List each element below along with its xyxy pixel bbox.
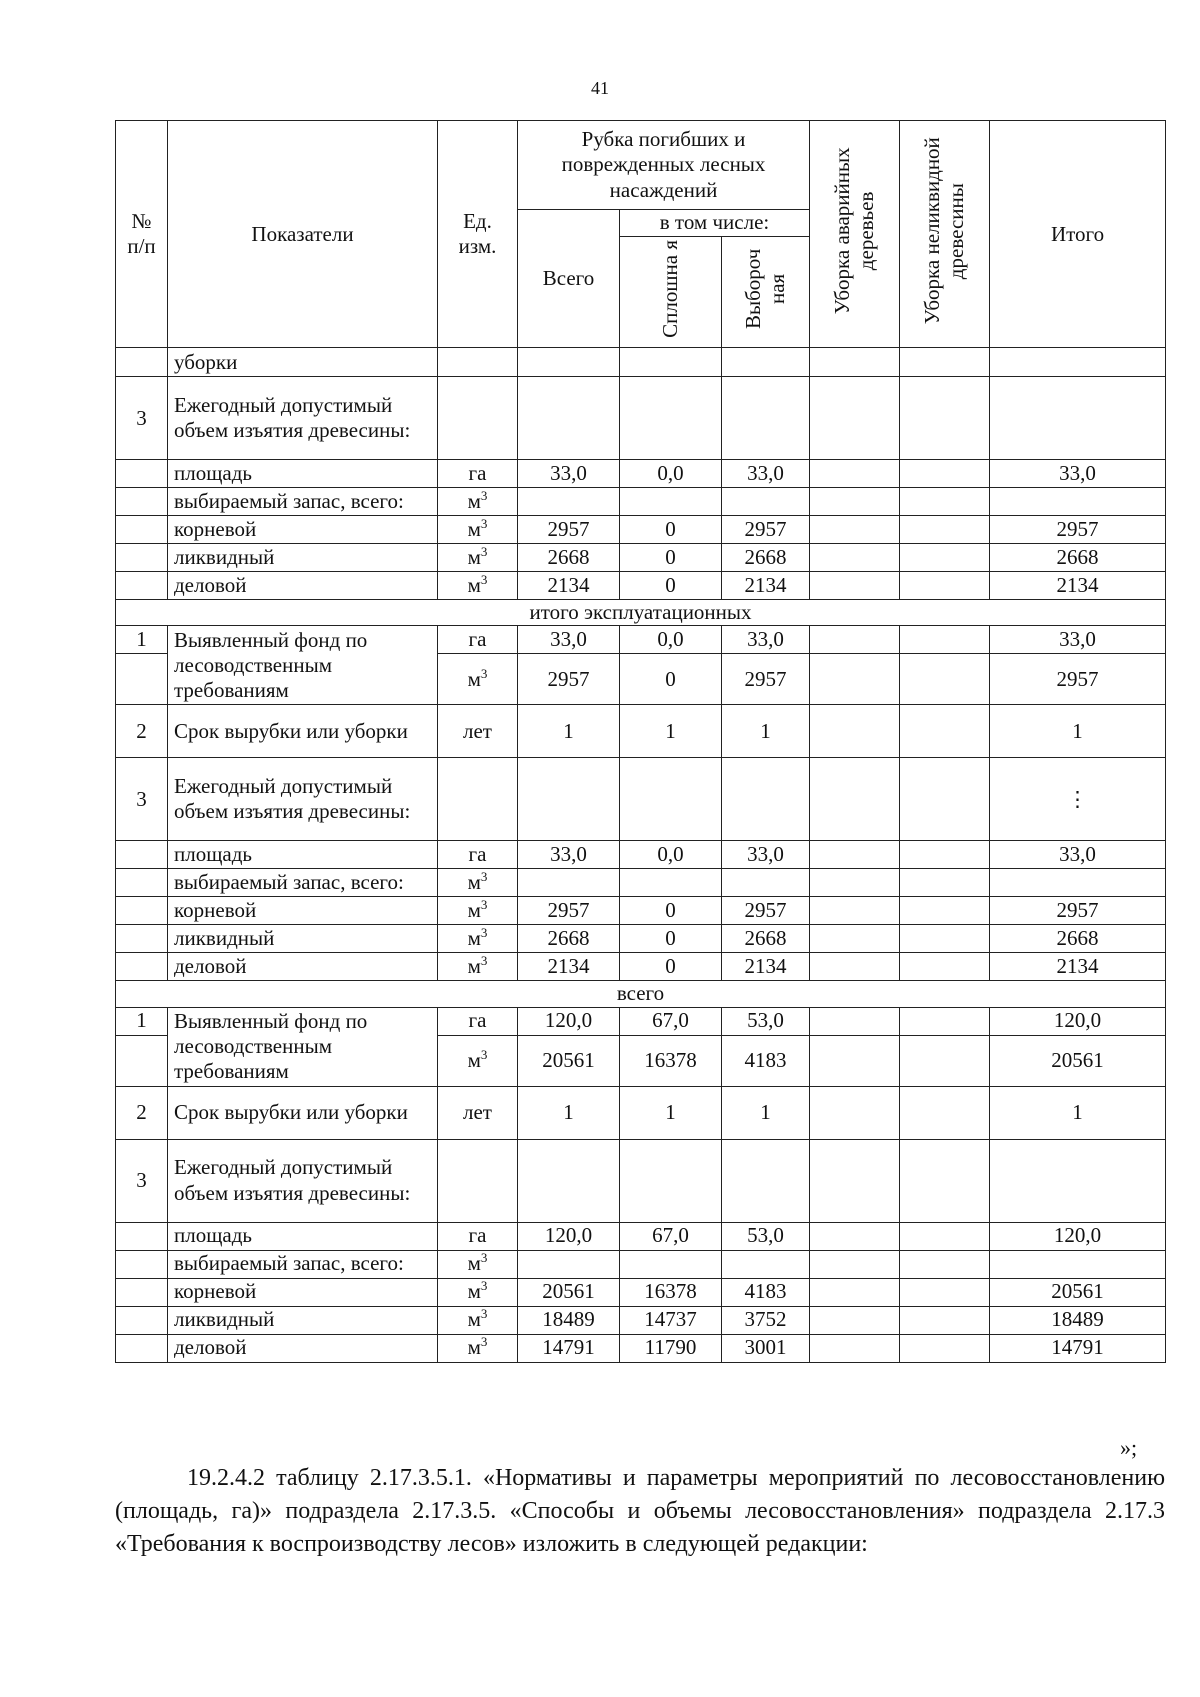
table-row bbox=[116, 1222, 1166, 1250]
table-row bbox=[116, 626, 1166, 654]
cell-all: 18489 bbox=[518, 1306, 620, 1334]
cell-total: 1 bbox=[990, 705, 1166, 758]
row-label: площадь bbox=[168, 841, 438, 869]
unit-sup: 3 bbox=[480, 516, 488, 532]
cell-total: 18489 bbox=[990, 1306, 1166, 1334]
cell-total: 120,0 bbox=[990, 1222, 1166, 1250]
cell-all: 2957 bbox=[518, 516, 620, 544]
cell-all: 2134 bbox=[518, 953, 620, 981]
section-row bbox=[116, 981, 1166, 1007]
forest-felling-table bbox=[115, 120, 1166, 1363]
table-row bbox=[116, 1250, 1166, 1278]
table-row bbox=[116, 925, 1166, 953]
row-unit: га bbox=[438, 841, 518, 869]
cell-total: 2134 bbox=[990, 572, 1166, 600]
cell-all: 14791 bbox=[518, 1334, 620, 1362]
cell-all: 20561 bbox=[518, 1035, 620, 1086]
table-row bbox=[116, 572, 1166, 600]
unit-sup: 3 bbox=[480, 544, 488, 560]
row-unit bbox=[438, 953, 518, 981]
row-unit bbox=[438, 488, 518, 516]
table-row bbox=[116, 869, 1166, 897]
cell-all: 1 bbox=[518, 705, 620, 758]
cell-selective: 2957 bbox=[722, 897, 810, 925]
unit-base: м bbox=[467, 1335, 481, 1360]
body-paragraph: 19.2.4.2 таблицу 2.17.3.5.1. «Нормативы и параметры мероприятий по лесовосстановлению (площадь, га)» подраздела 2.17.3.5. «Способы и объемы лесовосстановления» подраздела 2.17.3 «Требования к воспроизводству лесов» изложить в следующей редакции: bbox=[115, 1465, 1165, 1558]
header-solid-text: Сплошна я bbox=[658, 240, 683, 338]
table-row bbox=[116, 460, 1166, 488]
cell-selective: 2668 bbox=[722, 925, 810, 953]
header-selective-text: Выбороч ная bbox=[741, 248, 790, 330]
row-label: корневой bbox=[168, 516, 438, 544]
row-label: выбираемый запас, всего: bbox=[168, 488, 438, 516]
unit-sup: 3 bbox=[480, 1306, 488, 1322]
row-label: ликвидный bbox=[168, 925, 438, 953]
cell-solid: 0 bbox=[620, 572, 722, 600]
cell-all: 20561 bbox=[518, 1278, 620, 1306]
unit-sup: 3 bbox=[480, 925, 488, 941]
closing-quote: »; bbox=[1120, 1435, 1138, 1460]
row-num: 2 bbox=[116, 705, 168, 758]
table-row bbox=[116, 1334, 1166, 1362]
cell-solid: 0 bbox=[620, 925, 722, 953]
row-label: Выявленный фонд по лесоводственным требованиям bbox=[168, 626, 438, 705]
row-unit bbox=[438, 1334, 518, 1362]
row-num: 3 bbox=[116, 377, 168, 460]
table-row bbox=[116, 758, 1166, 841]
unit-sup: 3 bbox=[480, 953, 488, 969]
cell-selective: 4183 bbox=[722, 1278, 810, 1306]
unit-base: м bbox=[467, 573, 481, 598]
row-num: 3 bbox=[116, 1139, 168, 1222]
unit-base: м bbox=[467, 1047, 481, 1072]
cell-all: 33,0 bbox=[518, 626, 620, 654]
table-row bbox=[116, 516, 1166, 544]
row-label: Выявленный фонд по лесоводственным требованиям bbox=[168, 1007, 438, 1086]
table-row bbox=[116, 348, 1166, 377]
header-num: № п/п bbox=[116, 121, 168, 348]
row-label: площадь bbox=[168, 1222, 438, 1250]
cell-selective: 53,0 bbox=[722, 1007, 810, 1035]
cell-total: 2668 bbox=[990, 544, 1166, 572]
row-label: ликвидный bbox=[168, 544, 438, 572]
cell-solid: 1 bbox=[620, 1086, 722, 1139]
cell-all: 33,0 bbox=[518, 841, 620, 869]
unit-base: м bbox=[467, 1279, 481, 1304]
cell-solid: 0 bbox=[620, 544, 722, 572]
cell-total: 14791 bbox=[990, 1334, 1166, 1362]
cell-solid: 16378 bbox=[620, 1278, 722, 1306]
row-num: 2 bbox=[116, 1086, 168, 1139]
cell-all: 2134 bbox=[518, 572, 620, 600]
unit-sup: 3 bbox=[480, 1278, 488, 1294]
cell-total: 33,0 bbox=[990, 841, 1166, 869]
cell-all: 120,0 bbox=[518, 1007, 620, 1035]
row-label: корневой bbox=[168, 1278, 438, 1306]
row-label: выбираемый запас, всего: bbox=[168, 869, 438, 897]
unit-sup: 3 bbox=[480, 897, 488, 913]
row-label: Ежегодный допустимый объем изъятия древесины: bbox=[168, 377, 438, 460]
cell-all: 1 bbox=[518, 1086, 620, 1139]
row-unit bbox=[438, 1278, 518, 1306]
cell-selective: 33,0 bbox=[722, 841, 810, 869]
row-num: 1 bbox=[116, 626, 168, 654]
unit-sup: 3 bbox=[480, 572, 488, 588]
unit-sup: 3 bbox=[480, 869, 488, 885]
cell-total: 20561 bbox=[990, 1278, 1166, 1306]
row-unit: га bbox=[438, 1222, 518, 1250]
row-unit bbox=[438, 925, 518, 953]
header-unit: Ед. изм. bbox=[438, 121, 518, 348]
cell-selective: 2957 bbox=[722, 516, 810, 544]
cell-solid: 67,0 bbox=[620, 1222, 722, 1250]
cell-total: 2668 bbox=[990, 925, 1166, 953]
cell-selective: 33,0 bbox=[722, 460, 810, 488]
cell-total: 33,0 bbox=[990, 460, 1166, 488]
row-label: деловой bbox=[168, 953, 438, 981]
cell-total: 2957 bbox=[990, 654, 1166, 705]
header-row-1 bbox=[116, 121, 1166, 210]
unit-sup: 3 bbox=[480, 665, 488, 681]
cell-all: 2668 bbox=[518, 544, 620, 572]
row-unit bbox=[438, 654, 518, 705]
cell-all: 2957 bbox=[518, 897, 620, 925]
cell-total: 33,0 bbox=[990, 626, 1166, 654]
cell-solid: 0 bbox=[620, 654, 722, 705]
unit-base: м bbox=[467, 545, 481, 570]
cell-solid: 0,0 bbox=[620, 841, 722, 869]
header-total-all: Всего bbox=[518, 210, 620, 348]
row-unit bbox=[438, 516, 518, 544]
row-unit: га bbox=[438, 626, 518, 654]
table-row bbox=[116, 377, 1166, 460]
header-solid bbox=[620, 237, 722, 348]
row-unit: лет bbox=[438, 1086, 518, 1139]
row-unit bbox=[438, 572, 518, 600]
table-row bbox=[116, 1139, 1166, 1222]
header-emergency-text: Уборка аварийных деревьев bbox=[830, 147, 879, 315]
row-unit: га bbox=[438, 460, 518, 488]
row-unit bbox=[438, 869, 518, 897]
cell-solid: 0 bbox=[620, 516, 722, 544]
table-row bbox=[116, 1007, 1166, 1035]
row-num: 1 bbox=[116, 1007, 168, 1035]
row-unit bbox=[438, 544, 518, 572]
row-label: Ежегодный допустимый объем изъятия древесины: bbox=[168, 758, 438, 841]
unit-sup: 3 bbox=[480, 488, 488, 504]
cell-selective: 2668 bbox=[722, 544, 810, 572]
table-row bbox=[116, 953, 1166, 981]
table-row bbox=[116, 1306, 1166, 1334]
header-selective bbox=[722, 237, 810, 348]
cell-selective: 3001 bbox=[722, 1334, 810, 1362]
unit-sup: 3 bbox=[480, 1046, 488, 1062]
row-label: Срок вырубки или уборки bbox=[168, 705, 438, 758]
table-row bbox=[116, 897, 1166, 925]
cell-selective: 3752 bbox=[722, 1306, 810, 1334]
header-group: Рубка погибших и поврежденных лесных насаждений bbox=[518, 121, 810, 210]
cell-total: 2957 bbox=[990, 516, 1166, 544]
table-row bbox=[116, 1086, 1166, 1139]
unit-base: м bbox=[467, 898, 481, 923]
row-label: ликвидный bbox=[168, 1306, 438, 1334]
header-emergency bbox=[810, 121, 900, 348]
cell-solid: 67,0 bbox=[620, 1007, 722, 1035]
header-including: в том числе: bbox=[620, 210, 810, 237]
cell-solid: 16378 bbox=[620, 1035, 722, 1086]
cell-solid: 0 bbox=[620, 953, 722, 981]
cell-solid: 11790 bbox=[620, 1334, 722, 1362]
cell-selective: 53,0 bbox=[722, 1222, 810, 1250]
row-label: деловой bbox=[168, 572, 438, 600]
cell-selective: 33,0 bbox=[722, 626, 810, 654]
cell-selective: 1 bbox=[722, 1086, 810, 1139]
table-row bbox=[116, 1278, 1166, 1306]
row-num: 3 bbox=[116, 758, 168, 841]
unit-sup: 3 bbox=[480, 1334, 488, 1350]
unit-base: м bbox=[467, 517, 481, 542]
row-unit: га bbox=[438, 1007, 518, 1035]
row-unit bbox=[438, 1306, 518, 1334]
cell-solid: 1 bbox=[620, 705, 722, 758]
table-row bbox=[116, 841, 1166, 869]
cell-selective: 1 bbox=[722, 705, 810, 758]
unit-base: м bbox=[467, 489, 481, 514]
row-label: площадь bbox=[168, 460, 438, 488]
cell-all: 120,0 bbox=[518, 1222, 620, 1250]
row-label: Срок вырубки или уборки bbox=[168, 1086, 438, 1139]
cell-all: 33,0 bbox=[518, 460, 620, 488]
row-label: корневой bbox=[168, 897, 438, 925]
cell-selective: 2134 bbox=[722, 953, 810, 981]
row-unit: лет bbox=[438, 705, 518, 758]
cell-total: 20561 bbox=[990, 1035, 1166, 1086]
unit-sup: 3 bbox=[480, 1250, 488, 1266]
cell-all: 2957 bbox=[518, 654, 620, 705]
section-title: итого эксплуатационных bbox=[116, 600, 1166, 626]
row-unit bbox=[438, 1250, 518, 1278]
header-illiquid-text: Уборка неликвидной древесины bbox=[920, 137, 969, 325]
row-label: выбираемый запас, всего: bbox=[168, 1250, 438, 1278]
unit-base: м bbox=[467, 926, 481, 951]
cell-solid: 0,0 bbox=[620, 626, 722, 654]
unit-base: м bbox=[467, 870, 481, 895]
cell-selective: 2134 bbox=[722, 572, 810, 600]
cell-total: 1 bbox=[990, 1086, 1166, 1139]
section-title: всего bbox=[116, 981, 1166, 1007]
table-row bbox=[116, 488, 1166, 516]
unit-base: м bbox=[467, 1307, 481, 1332]
cell-selective: 2957 bbox=[722, 654, 810, 705]
row-label: деловой bbox=[168, 1334, 438, 1362]
row-label: Ежегодный допустимый объем изъятия древесины: bbox=[168, 1139, 438, 1222]
cell-total: 2134 bbox=[990, 953, 1166, 981]
unit-base: м bbox=[467, 1251, 481, 1276]
header-indicator: Показатели bbox=[168, 121, 438, 348]
table-row bbox=[116, 544, 1166, 572]
cell-total: 2957 bbox=[990, 897, 1166, 925]
section-row bbox=[116, 600, 1166, 626]
page-number: 41 bbox=[591, 78, 609, 98]
cell-solid: 0 bbox=[620, 897, 722, 925]
table-row bbox=[116, 705, 1166, 758]
row-label: уборки bbox=[168, 348, 438, 377]
cell-total-mark: ⋮ bbox=[990, 758, 1166, 841]
cell-total: 120,0 bbox=[990, 1007, 1166, 1035]
row-unit bbox=[438, 897, 518, 925]
unit-base: м bbox=[467, 666, 481, 691]
cell-solid: 14737 bbox=[620, 1306, 722, 1334]
unit-base: м bbox=[467, 954, 481, 979]
header-illiquid bbox=[900, 121, 990, 348]
cell-all: 2668 bbox=[518, 925, 620, 953]
header-total: Итого bbox=[990, 121, 1166, 348]
row-unit bbox=[438, 1035, 518, 1086]
cell-solid: 0,0 bbox=[620, 460, 722, 488]
cell-selective: 4183 bbox=[722, 1035, 810, 1086]
